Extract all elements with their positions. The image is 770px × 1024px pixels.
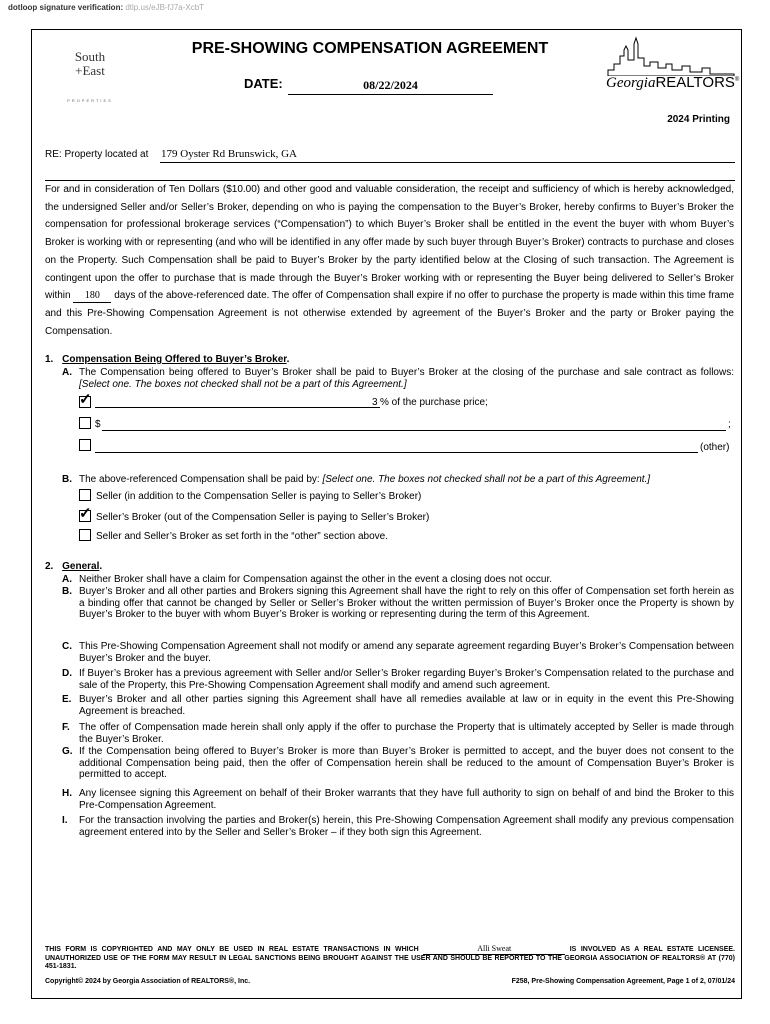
section-2-title: General xyxy=(62,561,100,572)
section-2a-label: A. xyxy=(62,574,72,585)
section-1-number: 1. xyxy=(45,354,54,365)
logo-subtext: PROPERTIES xyxy=(67,98,113,103)
signature-verification xyxy=(8,3,204,12)
section-2h-text: Any licensee signing this Agreement on behalf of their Broker warrants that they have full authority to sign on behalf of and bind the Broker to this Pre-Compensation Agreement. xyxy=(79,788,734,811)
section-2-heading: 2. General. xyxy=(45,561,103,572)
paid-by-sellers-broker-label: Seller’s Broker (out of the Compensation Seller is paying to Seller’s Broker) xyxy=(96,512,430,523)
section-1a-text xyxy=(79,367,734,390)
section-1b-label: B. xyxy=(62,474,72,485)
logo-reg-mark: ® xyxy=(734,77,740,83)
logo-line-2: +East xyxy=(75,63,105,78)
dollar-amount-field[interactable] xyxy=(102,430,726,431)
other-option-checkbox[interactable] xyxy=(79,439,91,451)
section-2f-label: F. xyxy=(62,722,70,733)
section-1a-label: A. xyxy=(62,367,72,378)
page-title: PRE-SHOWING COMPENSATION AGREEMENT xyxy=(191,40,549,57)
licensee-name-field[interactable]: Alli Sweat xyxy=(423,945,565,955)
section-2i-label: I. xyxy=(62,815,68,826)
section-2c-label: C. xyxy=(62,641,72,652)
intro-text-after: days of the above-referenced date. The offer of Compensation shall expire if no offer to purchase the property is made within this time frame and this Pre-Showing Compensation Agreement is not otherwise extended by agreement of the Buyer’s Broker and the party or Broker paying the Compensation. xyxy=(45,290,735,337)
section-2d-text: If Buyer’s Broker has a previous agreement with Seller and/or Seller’s Broker regarding Buyer’s Broker’s Compensation related to the purchase and sale of the Property, this Pre-Showing Compensation Agreement shall modify and amend such agreement. xyxy=(79,668,734,691)
dollar-suffix: ; xyxy=(728,419,731,430)
days-field[interactable]: 180 xyxy=(73,290,111,303)
other-suffix: (other) xyxy=(700,442,730,453)
section-2d-label: D. xyxy=(62,668,72,679)
date-label: DATE: xyxy=(244,76,283,91)
intro-paragraph xyxy=(45,181,734,340)
footer-text-before: THIS FORM IS COPYRIGHTED AND MAY ONLY BE USED IN REAL ESTATE TRANSACTIONS IN WHICH xyxy=(45,946,419,953)
section-2e-text: Buyer’s Broker and all other parties signing this Agreement shall have all remedies available at law or in equity in the event this Pre-Showing Agreement is breached. xyxy=(79,694,734,717)
copyright-notice xyxy=(45,945,735,972)
footer-text-after: IS INVOLVED AS A REAL ESTATE LICENSEE. UNAUTHORIZED USE OF THE FORM MAY RESULT IN LEGAL SANCTIONS BEING BROUGHT AGAINST THE USER AND SHOULD BE REPORTED TO THE GEORGIA ASSOCIATION OF REALTORS® AT (770) 451-1831. xyxy=(45,946,735,970)
section-1-title: Compensation Being Offered to Buyer’s Broker xyxy=(62,354,287,365)
section-2a-text: Neither Broker shall have a claim for Compensation against the other in the event a closing does not occur. xyxy=(79,574,553,585)
property-underline xyxy=(160,162,735,163)
section-2e-label: E. xyxy=(62,694,72,705)
intro-text-before: For and in consideration of Ten Dollars ($10.00) and other good and valuable consideration, the receipt and sufficiency of which is hereby acknowledged, the undersigned Seller and/or Seller’s Broker, depending on who is paying the compensation to the Buyer’s Broker, hereby confirms to Buyer’s Broker the compensation for professional brokerage services (“Compensation”) to which Buyer’s Broker shall be entitled in the event the buyer with whom Buyer’s Broker is working with or representing (and who will be identified in any offer made by such buyer through Buyer’s Broker) contracts to purchase and closes on the Property. Such Compensation shall be paid to Buyer’s Broker by the party identified below at the Closing of such transaction. The Agreement is contingent upon the offer to purchase that is made through the Buyer’s Broker working with or representing the Buyer being delivered to Seller’s Broker within xyxy=(45,184,734,302)
section-2i-text: For the transaction involving the parties and Broker(s) herein, this Pre-Showing Compensation Agreement shall modify any previous compensation agreement entered into by the Seller and Seller’s Broker – if they both sign this Agreement. xyxy=(79,815,734,838)
printing-year: 2024 Printing xyxy=(667,114,730,125)
paid-by-both-label: Seller and Seller’s Broker as set forth in the “other” section above. xyxy=(96,531,389,542)
section-1b-instruction: [Select one. The boxes not checked shall not be a part of this Agreement.] xyxy=(322,474,651,485)
verification-label: dotloop signature verification: xyxy=(8,3,124,12)
property-address-field[interactable]: 179 Oyster Rd Brunswick, GA xyxy=(161,148,297,160)
other-field[interactable] xyxy=(95,452,698,453)
section-2b-label: B. xyxy=(62,586,72,597)
verification-id-link[interactable]: dtlp.us/eJB-fJ7a-XcbT xyxy=(125,3,205,12)
paid-by-seller-label: Seller (in addition to the Compensation Seller is paying to Seller’s Broker) xyxy=(96,491,422,502)
percent-underline xyxy=(95,407,380,408)
form-id: F258, Pre-Showing Compensation Agreement, Page 1 of 2, 07/01/24 xyxy=(511,978,735,985)
section-1a-body: The Compensation being offered to Buyer’s Broker shall be paid to Buyer’s Broker at the closing of the purchase and sale contract as follows: xyxy=(79,367,734,378)
property-label: RE: Property located at xyxy=(45,149,149,160)
checkmark-icon: ✓ xyxy=(79,505,92,522)
section-1b-body: The above-referenced Compensation shall be paid by: xyxy=(79,474,320,485)
section-2f-text: The offer of Compensation made herein shall only apply if the offer to purchase the Property that is ultimately accepted by Seller is made through the Buyer’s Broker. xyxy=(79,722,734,745)
logo-realtors-text: REALTORS xyxy=(655,74,735,91)
skyline-icon xyxy=(606,36,736,76)
copyright-line: Copyright© 2024 by Georgia Association of REALTORS®, Inc. xyxy=(45,978,251,985)
paid-by-seller-checkbox[interactable] xyxy=(79,489,91,501)
paid-by-both-checkbox[interactable] xyxy=(79,529,91,541)
section-2-number: 2. xyxy=(45,561,54,572)
date-underline xyxy=(288,94,493,95)
section-1b-text xyxy=(79,474,734,486)
section-2g-text: If the Compensation being offered to Buyer’s Broker is more than Buyer’s Broker is permitted to accept, and the buyer does not consent to the additional Compensation being paid, then the offer of Compensation herein shall be reduced to the amount of Compensation Buyer’s Broker is permitted to accept. xyxy=(79,746,734,780)
section-2c-text: This Pre-Showing Compensation Agreement shall not modify or amend any separate agreement regarding Buyer’s Broker’s Compensation between Buyer’s Broker and the buyer. xyxy=(79,641,734,664)
percent-suffix: % of the purchase price; xyxy=(380,397,488,408)
checkmark-icon: ✓ xyxy=(79,391,92,408)
percent-field[interactable]: 3 xyxy=(372,397,378,408)
logo-georgia-text: Georgia xyxy=(606,75,656,91)
section-1a-instruction: [Select one. The boxes not checked shall not be a part of this Agreement.] xyxy=(79,378,407,390)
south-east-logo xyxy=(60,50,120,102)
dollar-prefix: $ xyxy=(95,419,101,430)
section-2b-text: Buyer’s Broker and all other parties and Brokers signing this Agreement shall have the right to rely on this offer of Compensation set forth herein as a binding offer that cannot be changed by Seller or Seller’s Broker without the written permission of Buyer’s Broker once the Property is shown by Buyer’s Broker to the buyer with whom Buyer’s Broker is working or representing during the term of this Agreement. xyxy=(79,586,734,620)
section-1-heading: 1. Compensation Being Offered to Buyer’s Broker. xyxy=(45,354,290,365)
date-field[interactable]: 08/22/2024 xyxy=(363,78,418,92)
georgia-realtors-logo xyxy=(606,36,740,102)
logo-line-1: South xyxy=(74,49,106,64)
section-2h-label: H. xyxy=(62,788,72,799)
dollar-option-checkbox[interactable] xyxy=(79,417,91,429)
section-2g-label: G. xyxy=(62,746,73,757)
